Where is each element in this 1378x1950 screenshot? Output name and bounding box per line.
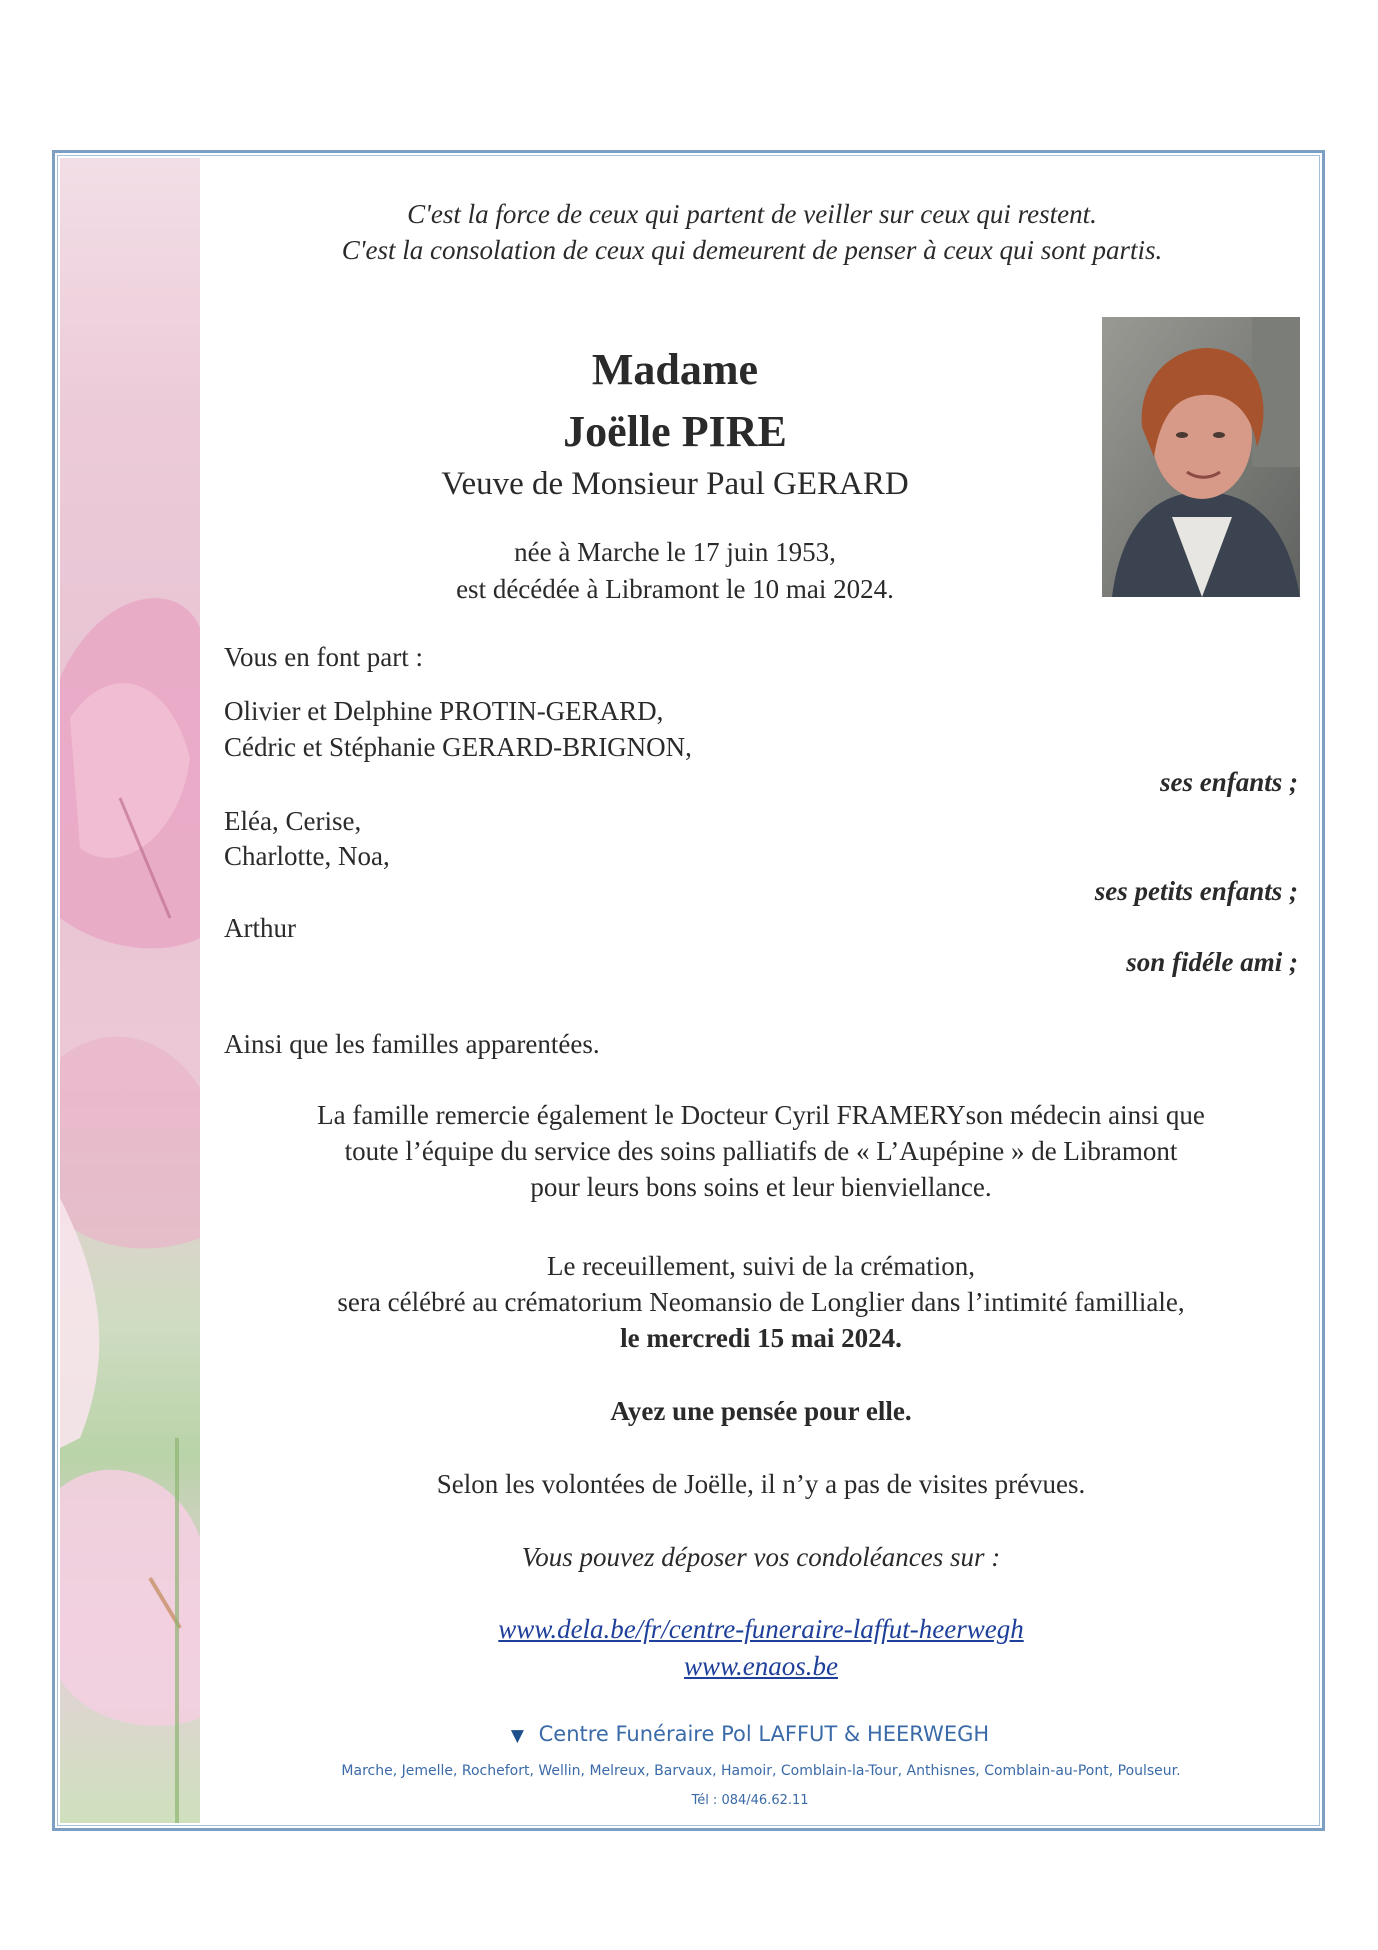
footer-phone: Tél : 084/46.62.11 — [691, 1793, 809, 1808]
honorific: Madame — [591, 345, 759, 394]
grandchild-line-2: Charlotte, Noa, — [224, 841, 390, 871]
birth-info: née à Marche le 17 juin 1953, — [514, 537, 836, 567]
grandchild-line-1: Eléa, Cerise, — [224, 806, 362, 836]
epigraph-line-1: C'est la force de ceux qui partent de veiller sur ceux qui restent. — [407, 199, 1097, 229]
funeral-home-name — [511, 1722, 989, 1746]
epigraph-line-2: C'est la consolation de ceux qui demeurent de penser à ceux qui sont partis. — [341, 235, 1163, 265]
grandchildren-label: ses petits enfants ; — [1094, 876, 1298, 906]
thanks-line-1: La famille remercie également le Docteur Cyril FRAMERYson médecin ainsi que — [317, 1100, 1205, 1130]
thanks-line-3: pour leurs bons soins et leur bienviellance. — [530, 1172, 992, 1202]
friend-label: son fidéle ami ; — [1126, 947, 1298, 977]
relation: Veuve de Monsieur Paul GERARD — [441, 466, 909, 502]
ceremony-line-2: sera célébré au crématorium Neomansio de Longlier dans l’intimité familliale, — [337, 1287, 1185, 1317]
condolences-label: Vous pouvez déposer vos condoléances sur : — [521, 1542, 1001, 1572]
death-info: est décédée à Libramont le 10 mai 2024. — [456, 574, 894, 604]
announce-label: Vous en font part : — [224, 642, 423, 672]
thought-line: Ayez une pensée pour elle. — [610, 1396, 912, 1426]
link-enaos[interactable]: www.enaos.be — [684, 1651, 838, 1681]
funeral-home-title: Centre Funéraire Pol LAFFUT & HEERWEGH — [538, 1722, 990, 1746]
child-line-2: Cédric et Stéphanie GERARD-BRIGNON, — [224, 732, 692, 762]
child-line-1: Olivier et Delphine PROTIN-GERARD, — [224, 696, 664, 726]
deceased-name: Joëlle PIRE — [563, 407, 787, 456]
ceremony-line-1: Le receuillement, suivi de la crémation, — [546, 1251, 976, 1281]
children-label: ses enfants ; — [1159, 767, 1298, 797]
portrait-photo — [1102, 317, 1300, 597]
friend-name: Arthur — [224, 913, 296, 943]
link-dela[interactable]: www.dela.be/fr/centre-funeraire-laffut-heerwegh — [498, 1614, 1024, 1644]
thanks-line-2: toute l’équipe du service des soins palliatifs de « L’Aupépine » de Libramont — [344, 1136, 1178, 1166]
ceremony-date: le mercredi 15 mai 2024. — [620, 1323, 902, 1353]
flower-illustration — [60, 158, 200, 1823]
footer-locations: Marche, Jemelle, Rochefort, Wellin, Melreux, Barvaux, Hamoir, Comblain-la-Tour, Anthisnes, Comblain-au-Pont, Poulseur. — [341, 1763, 1181, 1779]
triangle-down-icon: ▼ — [510, 1726, 524, 1746]
visits-note: Selon les volontées de Joëlle, il n’y a pas de visites prévues. — [436, 1469, 1086, 1499]
related-families: Ainsi que les familles apparentées. — [224, 1029, 600, 1059]
